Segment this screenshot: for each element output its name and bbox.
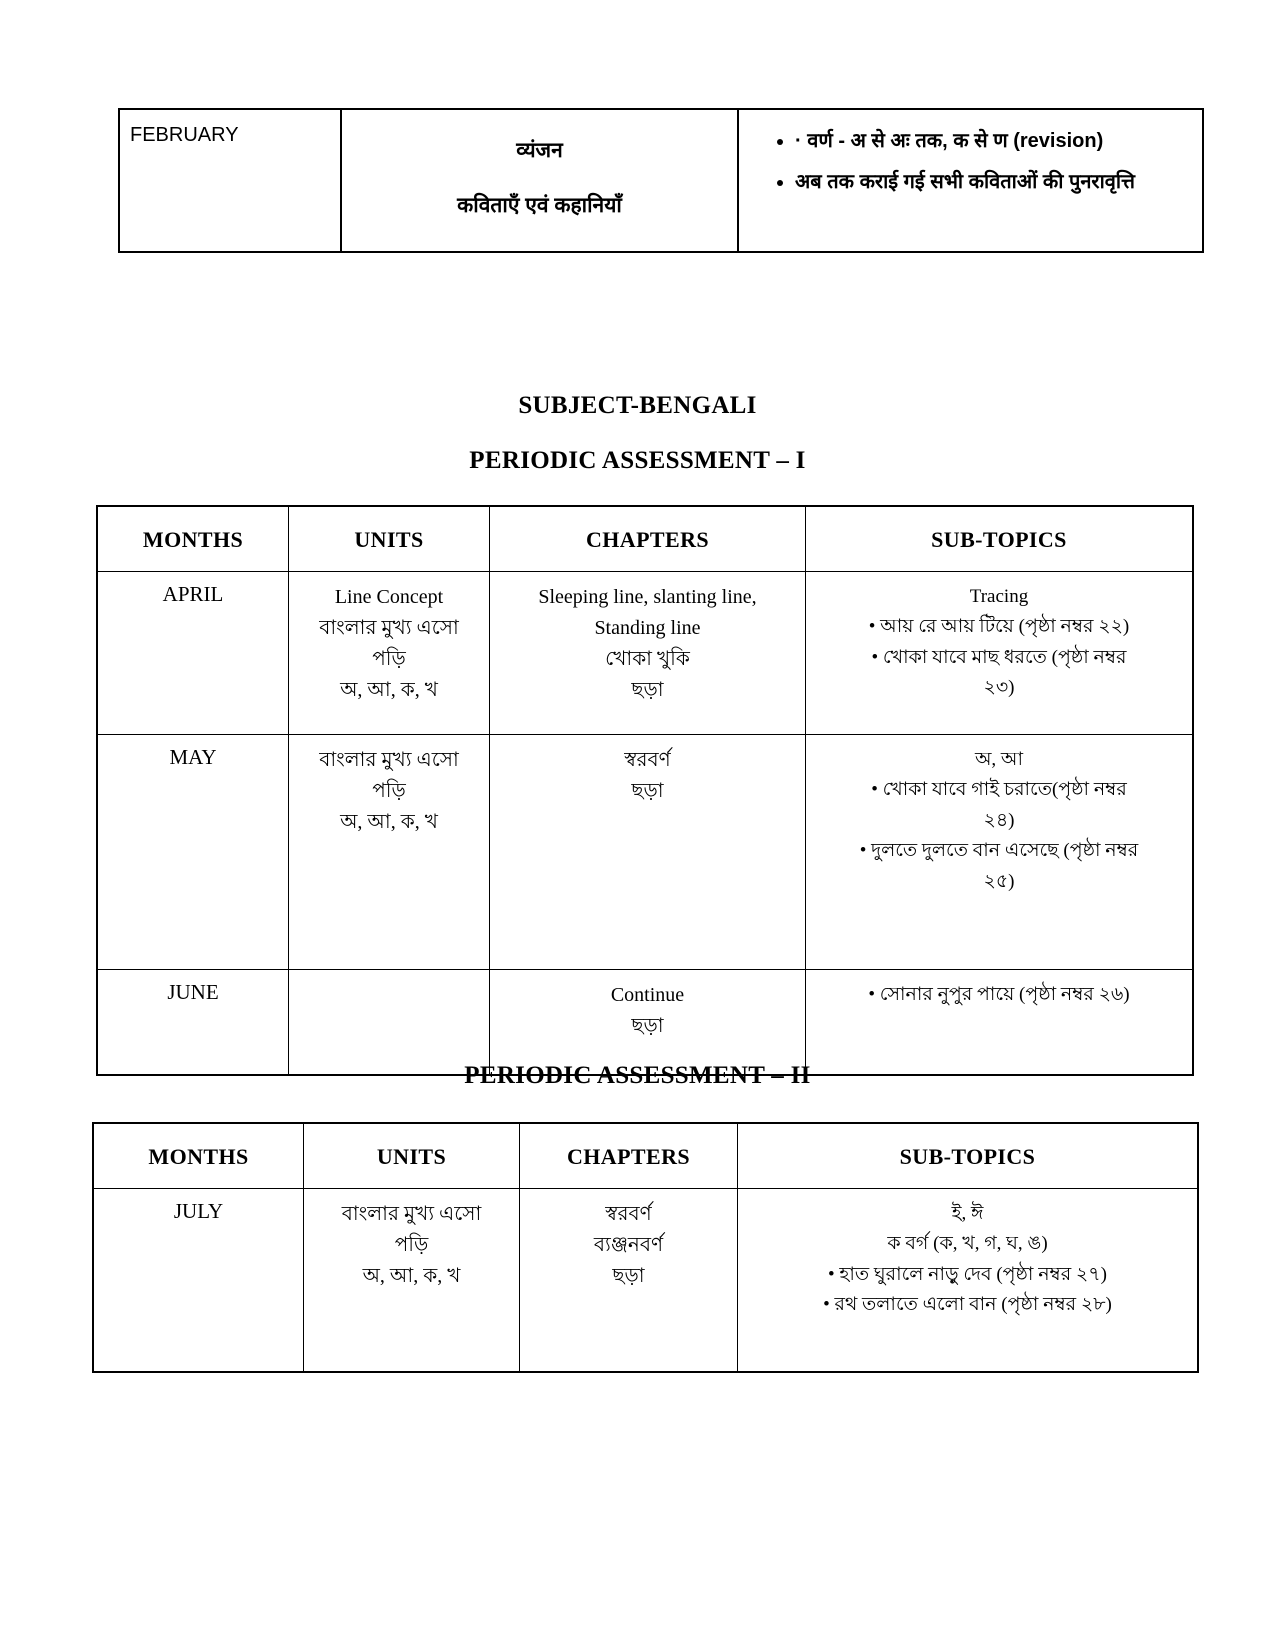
unit-line: পড়ি	[372, 780, 406, 802]
chapter-line: Continue	[610, 984, 685, 1006]
chapter-line: খোকা খুকি	[605, 648, 690, 670]
chapter-line: Standing line	[594, 617, 701, 639]
column-header-units: UNITS	[289, 506, 490, 572]
chapter-line: ছড়া	[631, 1015, 664, 1037]
subtopic-line: • খোকা যাবে গাই চরাতে(পৃষ্ঠা নম্বর	[871, 779, 1127, 801]
column-header-units: UNITS	[304, 1123, 520, 1189]
table-row	[119, 109, 1203, 252]
subject-heading: SUBJECT-BENGALI	[518, 392, 757, 419]
cell-units	[289, 735, 490, 970]
subtopic-line: ২৩)	[983, 677, 1015, 699]
subtopic-line: ২৫)	[983, 870, 1015, 892]
subtopic-line: • সোনার নুপুর পায়ে (পৃষ্ঠা নম্বর ২৬)	[868, 984, 1130, 1005]
unit-line: অ, আ, ক, খ	[362, 1265, 461, 1287]
chapter-line: স্বরবর্ণ	[605, 1203, 652, 1225]
column-header-months: MONTHS	[93, 1123, 304, 1189]
subtopic-line: ই, ঈ	[951, 1203, 984, 1224]
cell-chapters	[490, 572, 806, 735]
units-line-1: व्यंजन	[516, 139, 563, 162]
cell-subtopics	[738, 109, 1203, 252]
unit-line: পড়ি	[394, 1234, 429, 1256]
unit-line: বাংলার মুখ্য এসো	[341, 1203, 482, 1225]
subtopic-line: ক বর্গ (ক, খ, গ, ঘ, ঙ)	[887, 1233, 1048, 1255]
subtopic-line: অ, আ	[974, 749, 1024, 770]
list-item: • अब तक कराई गई सभी कविताओं की पुनरावृत्ति	[795, 165, 1192, 200]
cell-month: FEBRUARY	[119, 109, 341, 252]
subtopic-line: ২৪)	[983, 809, 1015, 831]
periodic-assessment-1-heading: PERIODIC ASSESSMENT – I	[469, 447, 806, 474]
unit-line: বাংলার মুখ্য এসো	[319, 749, 459, 771]
chapter-line: ব্যঞ্জনবর্ণ	[593, 1234, 664, 1256]
column-header-subtopics: SUB-TOPICS	[806, 506, 1194, 572]
subtopic-line: Tracing	[969, 586, 1029, 607]
subtopic-line: • দুলতে দুলতে বান এসেছে (পৃষ্ঠা নম্বর	[859, 840, 1139, 862]
unit-line: বাংলার মুখ্য এসো	[319, 617, 459, 639]
cell-month: APRIL	[97, 572, 289, 735]
table-row	[97, 970, 1193, 1076]
chapter-line: ছড়া	[631, 780, 664, 802]
cell-units	[289, 970, 490, 1076]
cell-units	[289, 572, 490, 735]
table-row	[97, 735, 1193, 970]
cell-subtopics	[738, 1189, 1199, 1373]
column-header-subtopics: SUB-TOPICS	[738, 1123, 1199, 1189]
cell-units	[341, 109, 738, 252]
subtopic-line: • হাত ঘুরালে নাড়ু দেব (পৃষ্ঠা নম্বর ২৭)	[828, 1263, 1107, 1285]
cell-chapters	[490, 735, 806, 970]
cell-units	[304, 1189, 520, 1373]
units-line-2: कविताएँ एवं कहानियाँ	[457, 193, 622, 217]
table-header-row	[93, 1123, 1198, 1189]
chapter-line: Sleeping line, slanting line,	[538, 586, 757, 608]
column-header-chapters: CHAPTERS	[490, 506, 806, 572]
assessment-2-table	[92, 1122, 1199, 1373]
list-item: • · वर्ण - अ से अः तक, क से ण (revision)	[795, 124, 1192, 159]
cell-month: JULY	[93, 1189, 304, 1373]
unit-line: Line Concept	[334, 586, 444, 608]
column-header-chapters: CHAPTERS	[520, 1123, 738, 1189]
subtopic-line: • আয় রে আয় টিয়ে (পৃষ্ঠা নম্বর ২২)	[868, 616, 1130, 638]
cell-subtopics	[806, 572, 1194, 735]
unit-line: পড়ি	[372, 648, 406, 670]
chapter-line: ছড়া	[612, 1265, 645, 1287]
unit-line: অ, আ, ক, খ	[340, 679, 438, 701]
cell-chapters	[520, 1189, 738, 1373]
table-row	[97, 572, 1193, 735]
subtopic-line: • রথ তলাতে এলো বান (পৃষ্ঠা নম্বর ২৮)	[823, 1294, 1112, 1316]
assessment-1-table	[96, 505, 1194, 1076]
chapter-line: ছড়া	[631, 679, 664, 701]
unit-line: অ, আ, ক, খ	[340, 811, 438, 833]
chapter-line: স্বরবর্ণ	[624, 749, 671, 771]
cell-chapters	[490, 970, 806, 1076]
cell-month: MAY	[97, 735, 289, 970]
table-header-row	[97, 506, 1193, 572]
column-header-months: MONTHS	[97, 506, 289, 572]
cell-subtopics	[806, 735, 1194, 970]
cell-subtopics	[806, 970, 1194, 1076]
february-table	[118, 108, 1204, 253]
cell-month: JUNE	[97, 970, 289, 1076]
subtopics-list	[749, 124, 1192, 200]
subtopic-line: • খোকা যাবে মাছ ধরতে (পৃষ্ঠা নম্বর	[871, 646, 1127, 668]
table-row	[93, 1189, 1198, 1373]
periodic-assessment-2-heading: PERIODIC ASSESSMENT – II	[464, 1062, 811, 1089]
